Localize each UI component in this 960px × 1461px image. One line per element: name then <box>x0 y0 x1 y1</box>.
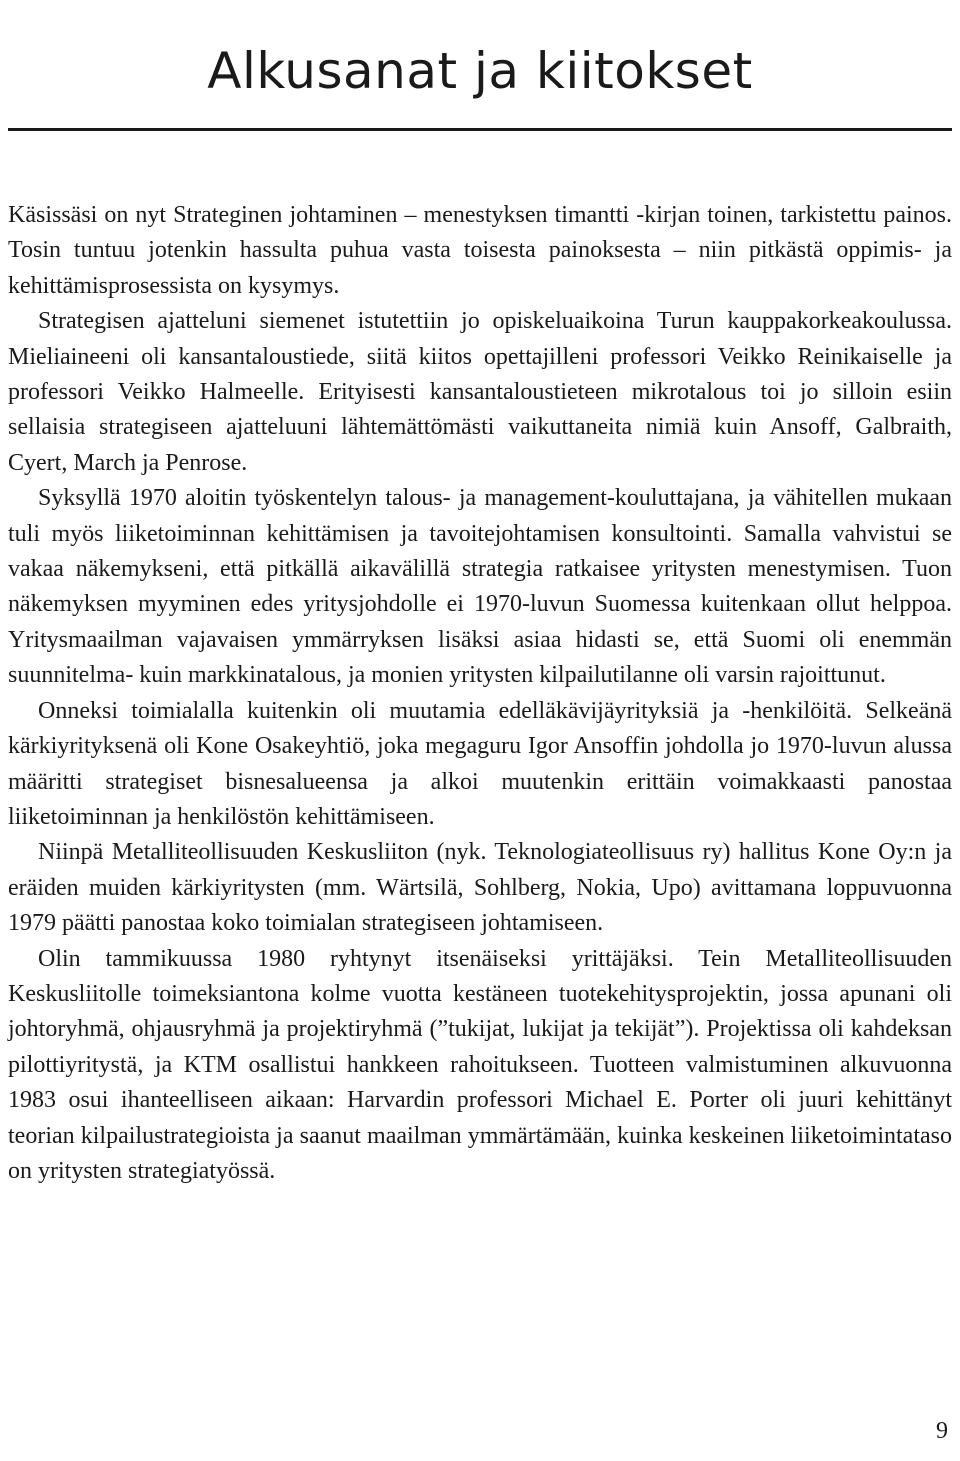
paragraph: Onneksi toimialalla kuitenkin oli muutamia edelläkävijäyrityksiä ja -henkilöitä. Selkeänä kärkiyrityksenä oli Kone Osakeyhtiö, joka megaguru Igor Ansoffin johdolla jo 1970-luvun alussa määritti strategiset bisnesalueensa ja alkoi muutenkin erittäin voimakkaasti panostaa liiketoiminnan ja henkilöstön kehittämiseen. <box>8 697 952 830</box>
body-text <box>8 198 952 1189</box>
chapter-title: Alkusanat ja kiitokset <box>207 42 753 100</box>
paragraph: Syksyllä 1970 aloitin työskentelyn talous- ja management-kouluttajana, ja vähitellen mukaan tuli myös liiketoiminnan kehittämisen ja tavoitejohtamisen konsultointi. Samalla vahvistui se vakaa näkemykseni, että pitkällä aikavälillä strategia ratkaisee yritysten menestymisen. Tuon näkemyksen myyminen edes yritysjohdolle ei 1970-luvun Suomessa kuitenkaan ollut helppoa. Yritysmaailman vajavaisen ymmärryksen lisäksi asiaa hidasti se, että Suomi oli enemmän suunnitelma- kuin markkinatalous, ja monien yritysten kilpailutilanne oli varsin rajoittunut. <box>8 485 952 689</box>
paragraph: Strategisen ajatteluni siemenet istutettiin jo opiskeluaikoina Turun kauppakorkeakoulussa. Mieliaineeni oli kansantaloustiede, siitä kiitos opettajilleni professori Veikko Reinikaiselle ja professori Veikko Halmeelle. Erityisesti kansantaloustieteen mikrotalous toi jo silloin esiin sellaisia strategiseen ajatteluuni lähtemättömästi vaikuttaneita nimiä kuin Ansoff, Galbraith, Cyert, March ja Penrose. <box>8 308 952 476</box>
paragraph: Niinpä Metalliteollisuuden Keskusliiton (nyk. Teknologiateollisuus ry) hallitus Kone Oy:n ja eräiden muiden kärkiyritysten (mm. Wärtsilä, Sohlberg, Nokia, Upo) avittamana loppuvuonna 1979 päätti panostaa koko toimialan strategiseen johtamiseen. <box>8 839 952 937</box>
title-divider <box>8 128 952 131</box>
paragraph: Käsissäsi on nyt Strateginen johtaminen – menestyksen timantti -kirjan toinen, tarkistettu painos. Tosin tuntuu jotenkin hassulta puhua vasta toisesta painoksesta – niin pitkästä oppimis- ja kehittämisprosessista on kysymys. <box>8 202 952 299</box>
page-number: 9 <box>936 1418 948 1444</box>
paragraph: Olin tammikuussa 1980 ryhtynyt itsenäiseksi yrittäjäksi. Tein Metalliteollisuuden Keskusliitolle toimeksiantona kolme vuotta kestäneen tuotekehitysprojektin, jossa apunani oli johtoryhmä, ohjausryhmä ja projektiryhmä (”tukijat, lukijat ja tekijät”). Projektissa oli kahdeksan pilottiyritystä, ja KTM osallistui hankkeen rahoitukseen. Tuotteen valmistuminen alkuvuonna 1983 osui ihanteelliseen aikaan: Harvardin professori Michael E. Porter oli juuri kehittänyt teorian kilpailustrategioista ja saanut maailman ymmärtämään, kuinka keskeinen liiketoimintataso on yritysten strategiatyössä. <box>8 945 952 1184</box>
